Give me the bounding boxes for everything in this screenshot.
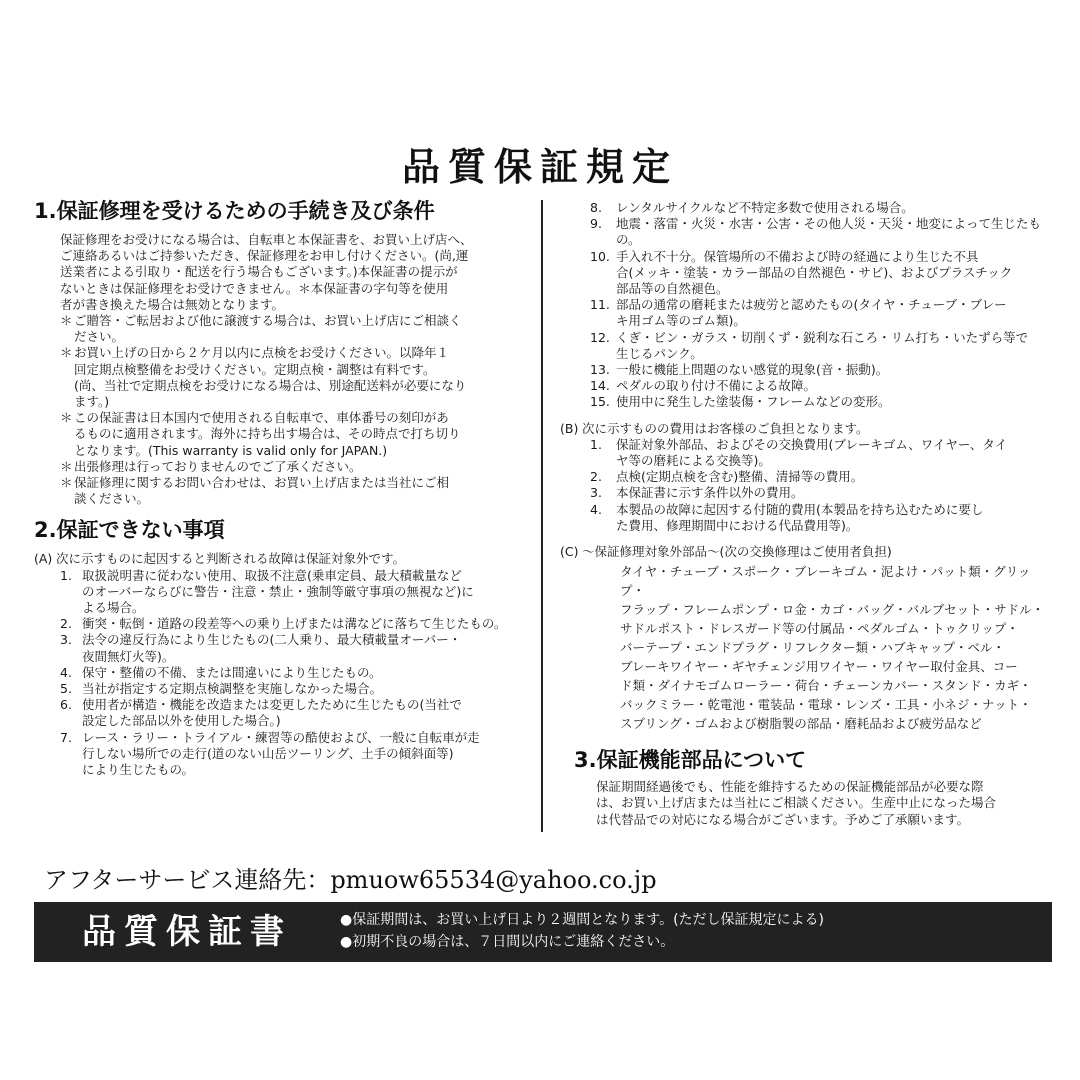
item-line: 本製品の故障に起因する付随的費用(本製品を持ち込むために要し <box>616 501 984 517</box>
item-number: 8. <box>590 200 602 215</box>
item-number: 4. <box>60 664 72 680</box>
list-item <box>560 378 1052 394</box>
item-line: 保証対象外部品、およびその交換費用(ブレーキゴム、ワイヤー、タイ <box>616 436 1008 452</box>
item-line: よる場合。 <box>82 600 145 616</box>
section2-heading: 2.保証できない事項 <box>34 518 225 543</box>
item-number: 14. <box>590 378 610 394</box>
item-line: レース・ラリー・トライアル・練習等の酷使および、一般に自転車が走 <box>82 729 480 745</box>
item-line: 取扱説明書に従わない使用、取扱不注意(乗車定員、最大積載量など <box>82 567 462 583</box>
warranty-banner <box>34 902 1052 962</box>
banner-title: 品質保証書 <box>82 912 292 952</box>
note-line: となります。(This warranty is valid only for JAPAN.) <box>74 442 388 458</box>
asterisk-mark: ＊ <box>60 345 73 361</box>
list-item <box>560 362 1052 378</box>
section3-line: 保証期間経過後でも、性能を維持するための保証機能部品が必要な際 <box>596 779 984 795</box>
item-line: 保守・整備の不備、または間違いにより生じたもの。 <box>82 664 382 680</box>
intro-line: 送業者による引取り・配送を行う場合もございます。)本保証書の提示が <box>60 264 458 280</box>
item-line: た費用、修理期間中における代品費用等)。 <box>616 517 859 533</box>
note-item <box>34 475 524 507</box>
asterisk-mark: ＊ <box>60 475 73 491</box>
note-line: ださい。 <box>74 329 125 345</box>
banner-line: ●初期不良の場合は、７日間以内にご連絡ください。 <box>340 934 675 950</box>
item-number: 1. <box>60 567 72 583</box>
subsection-b-list <box>560 437 1052 534</box>
item-number: 10. <box>590 248 610 264</box>
list-item <box>34 730 524 779</box>
item-number: 15. <box>590 394 610 410</box>
list-item <box>34 632 524 664</box>
list-item <box>560 469 1052 485</box>
parts-line: ド類・ダイナモゴムローラー・荷台・チェーンカバー・スタンド・カギ・ <box>620 678 1032 694</box>
item-number: 4. <box>590 501 602 517</box>
item-number: 7. <box>60 729 72 745</box>
item-number: 2. <box>590 469 602 485</box>
item-line: により生じたもの。 <box>82 762 195 778</box>
parts-line: ブレーキワイヤー・ギヤチェンジ用ワイヤー・ワイヤー取付金具、コー <box>620 659 1018 675</box>
parts-line: バーテープ・エンドプラグ・リフレクター類・ハブキャップ・ベル・ <box>620 640 1006 656</box>
item-number: 11. <box>590 297 610 313</box>
intro-line: 保証修理をお受けになる場合は、自転車と本保証書を、お買い上げ店へ、 <box>60 232 473 247</box>
subsection-text: 次に示すものに起因すると判断される故障は保証対象外です。 <box>56 551 406 567</box>
list-item <box>560 330 1052 362</box>
item-line: 設定した部品以外を使用した場合。) <box>82 713 281 729</box>
subsection-a-list <box>34 568 524 779</box>
list-item <box>560 485 1052 501</box>
asterisk-mark: ＊ <box>60 458 73 474</box>
note-line: 談ください。 <box>74 491 150 507</box>
note-item <box>34 459 524 475</box>
item-number: 9. <box>590 216 602 232</box>
left-column <box>34 196 524 778</box>
note-item <box>34 313 524 345</box>
item-line: 行しない場所での走行(道のない山岳ツーリング、土手の傾斜面等) <box>82 745 454 761</box>
list-item <box>560 297 1052 329</box>
item-line: 衝突・転倒・道路の段差等への乗り上げまたは溝などに落ちて生じたもの。 <box>82 616 507 632</box>
parts-line: タイヤ・チューブ・スポーク・ブレーキゴム・泥よけ・パット類・グリップ・ <box>620 564 1031 599</box>
item-line: 生じるパンク。 <box>616 345 703 361</box>
subsection-b-intro <box>560 421 1052 437</box>
list-item <box>34 568 524 617</box>
parts-line: フラップ・フレームポンプ・ロ金・カゴ・バッグ・バルブセット・サドル・ <box>620 602 1045 618</box>
item-line: レンタルサイクルなど不特定多数で使用される場合。 <box>616 200 914 215</box>
item-line: 部品等の自然褪色。 <box>616 281 729 297</box>
list-item <box>34 697 524 729</box>
item-line: くぎ・ビン・ガラス・切削くず・鋭利な石ころ・リム打ち・いたずら等で <box>616 329 1029 345</box>
item-line: 法令の違反行為により生じたもの(二人乗り、最大積載量オーバー・ <box>82 632 462 648</box>
item-line: 使用者が構造・機能を改造または変更したために生じたもの(当社で <box>82 697 462 713</box>
note-line: るものに適用されます。海外に持ち出す場合は、その時点で打ち切り <box>74 426 461 442</box>
subsection-c-intro <box>560 544 1052 560</box>
intro-line: 者が書き換えた場合は無効となります。 <box>60 296 285 312</box>
note-line: 保証修理に関するお問い合わせは、お買い上げ店または当社にご相 <box>74 475 450 491</box>
subsection-mark: (B) <box>560 420 579 436</box>
right-column <box>560 200 1052 828</box>
after-service-contact: アフターサービス連絡先：pmuow65534@yahoo.co.jp <box>44 866 657 894</box>
item-line: ヤ等の磨耗による交換等)。 <box>616 453 771 469</box>
intro-line: ご連絡あるいはご持参いただき、保証修理をお申し付けください。(尚,運 <box>60 248 469 264</box>
item-line: ペダルの取り付け不備による故障。 <box>616 378 817 394</box>
note-line: (尚、当社で定期点検をお受けになる場合は、別途配送料が必要になり <box>74 377 467 393</box>
list-item <box>560 502 1052 534</box>
intro-line: ないときは保証修理をお受けできません。＊本保証書の字句等を使用 <box>60 280 449 296</box>
note-line: この保証書は日本国内で使用される自転車で、車体番号の刻印があ <box>74 410 449 426</box>
subsection-mark: (A) <box>34 551 53 567</box>
item-number: 12. <box>590 329 610 345</box>
item-line: 手入れ不十分。保管場所の不備および時の経過により生じた不具 <box>616 248 979 264</box>
subsection-a-intro <box>34 551 524 567</box>
item-number: 13. <box>590 362 610 378</box>
list-item <box>560 437 1052 469</box>
item-line: 点検(定期点検を含む)整備、清掃等の費用。 <box>616 469 864 485</box>
subsection-mark: (C) <box>560 544 579 560</box>
section3-heading: 3.保証機能部品について <box>574 748 807 773</box>
subsection-text: 次に示すものの費用はお客様のご負担となります。 <box>582 420 869 436</box>
item-number: 3. <box>60 632 72 648</box>
note-line: 出張修理は行っておりませんのでご了承ください。 <box>74 458 362 474</box>
section3-line: は代替品での対応になる場合がございます。予めご了承願います。 <box>596 811 970 827</box>
list-item <box>560 200 1052 216</box>
list-item <box>560 249 1052 298</box>
list-item <box>34 681 524 697</box>
note-line: 回定期点検整備をお受けください。定期点検・調整は有料です。 <box>74 361 436 377</box>
note-line: ご贈答・ご転居および他に譲渡する場合は、お買い上げ店にご相談く <box>74 313 462 329</box>
section1-heading: 1.保証修理を受けるための手続き及び条件 <box>34 199 435 223</box>
column-divider <box>541 200 543 832</box>
section1-intro <box>34 232 524 313</box>
note-line: ます。) <box>74 394 110 410</box>
item-line: 部品の通常の磨耗または疲労と認めたもの(タイヤ・チューブ・ブレー <box>616 297 1007 313</box>
item-line: 使用中に発生した塗装傷・フレームなどの変形。 <box>616 394 891 410</box>
list-item <box>34 665 524 681</box>
note-item <box>34 410 524 459</box>
note-item <box>34 345 524 410</box>
item-line: 地震・落雷・火災・水害・公害・その他人災・天災・地変によって生じたもの。 <box>616 216 1042 248</box>
section3-body <box>560 779 1052 828</box>
item-number: 2. <box>60 616 72 632</box>
asterisk-mark: ＊ <box>60 313 73 329</box>
item-number: 5. <box>60 681 72 697</box>
subsection-text: ～保証修理対象外部品～(次の交換修理はご使用者負担) <box>582 544 892 560</box>
section3-line: は、お買い上げ店または当社にご相談ください。生産中止になった場合 <box>596 795 997 811</box>
excluded-parts-list <box>560 562 1052 733</box>
page-title: 品質保証規定 <box>401 145 678 189</box>
item-line: 本保証書に示す条件以外の費用。 <box>616 485 804 501</box>
banner-line: ●保証期間は、お買い上げ日より２週間となります。(ただし保証規定による) <box>340 912 825 928</box>
item-number: 1. <box>590 436 602 452</box>
item-line: キ用ゴム等のゴム類)。 <box>616 313 746 329</box>
item-line: 当社が指定する定期点検調整を実施しなかった場合。 <box>82 681 383 697</box>
item-line: 一般に機能上問題のない感覚的現象(音・振動)。 <box>616 362 889 378</box>
parts-line: バックミラー・乾電池・電装品・電球・レンズ・工具・小ネジ・ナット・ <box>620 697 1032 713</box>
item-number: 6. <box>60 697 72 713</box>
list-item <box>560 216 1052 248</box>
asterisk-mark: ＊ <box>60 410 73 426</box>
subsection-a-list-continued <box>560 200 1052 411</box>
list-item <box>34 616 524 632</box>
item-number: 3. <box>590 485 602 501</box>
parts-line: サドルポスト・ドレスガード等の付属品・ペダルゴム・トゥクリップ・ <box>620 621 1019 637</box>
item-line: のオーバーならびに警告・注意・禁止・強制等厳守事項の無視など)に <box>82 583 474 599</box>
list-item <box>560 394 1052 410</box>
item-line: 夜間無灯火等)。 <box>82 648 175 664</box>
parts-line: スプリング・ゴムおよび樹脂製の部品・磨耗品および疲労品など <box>620 716 982 732</box>
note-line: お買い上げの日から２ケ月以内に点検をお受けください。以降年１ <box>74 345 450 361</box>
item-line: 合(メッキ・塗装・カラー部品の自然褪色・サビ)、およびプラスチック <box>616 264 1013 280</box>
